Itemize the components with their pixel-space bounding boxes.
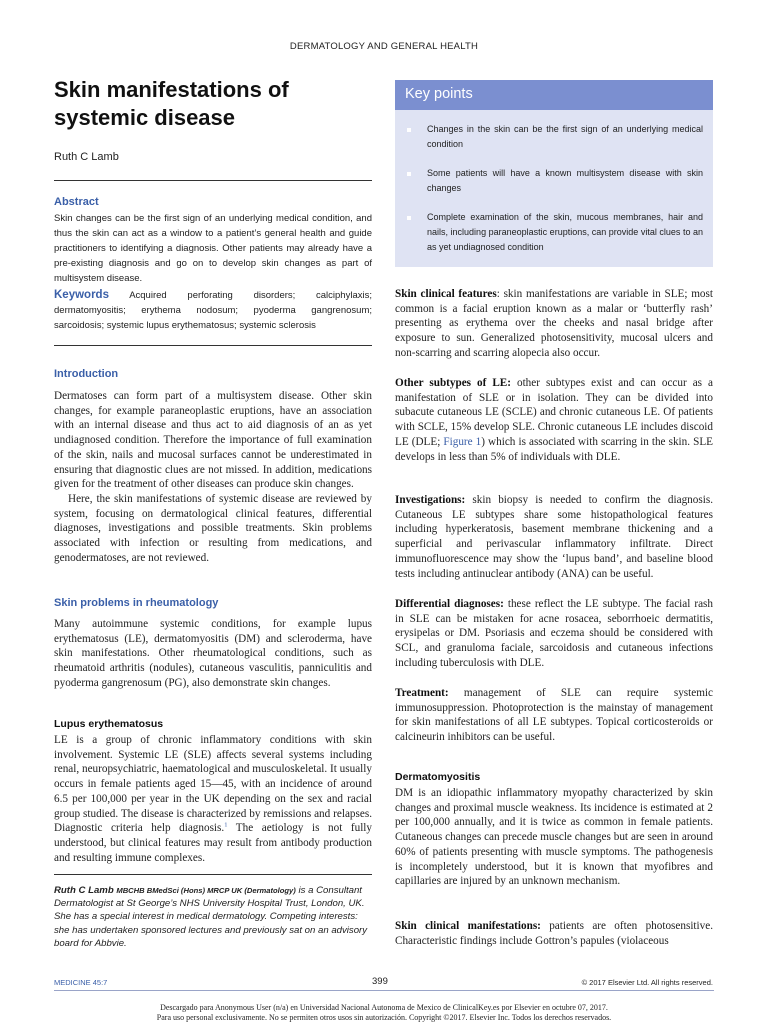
figure-1-link[interactable]: Figure 1 bbox=[443, 435, 482, 448]
keywords-label: Keywords bbox=[54, 289, 109, 301]
differential-diagnoses-text: these reflect the LE subtype. The facial rash in SLE can be mistaken for acne rosacea, seborrhoeic dermatitis, erysipelas or DM. Psoriasis and eczema should be considered with SCL, and granuloma faciale, sarcoidosis and cutaneous infections including tuberculosis with DLE. bbox=[395, 598, 713, 669]
skin-clinical-manifestations-label: Skin clinical manifestations: bbox=[395, 920, 541, 932]
key-point-2: Some patients will have a known multisystem disease with skin changes bbox=[427, 168, 703, 193]
key-point-3: Complete examination of the skin, mucous membranes, hair and nails, including paraneoplastic eruptions, can provide vital clues to an as yet undiagnosed condition bbox=[427, 212, 703, 252]
abstract-text: Skin changes can be the first sign of an underlying medical condition, and thus the skin can act as a window to a patient’s general health and guide practitioners to identifying a diagnosis. Other patients may already have a pre-existing diagnosis and go on to develop skin changes as part of multisystem disease. bbox=[54, 213, 372, 284]
introduction-paragraph-2: Here, the skin manifestations of systemic disease are reviewed by system, focusing on dermatological clinical features, differential diagnoses, investigations and possible treatments. Skin problems associated with infection or resulting from medications, and genodermatoses, are not reviewed. bbox=[54, 492, 372, 564]
keywords-text: Acquired perforating disorders; calciphylaxis; dermatomyositis; erythema nodosum; pyoderma gangrenosum; sarcoidosis; systemic lupus erythematosus; systemic sclerosis bbox=[54, 290, 372, 331]
introduction-heading: Introduction bbox=[54, 368, 119, 380]
introduction-body bbox=[54, 389, 372, 565]
abstract-heading: Abstract bbox=[54, 196, 99, 208]
download-notice-line-2: Para uso personal exclusivamente. No se permiten otros usos sin autorización. Copyright ©2017. Elsevier Inc. Todos los derechos reservados. bbox=[156, 1013, 612, 1022]
investigations-label: Investigations: bbox=[395, 494, 466, 506]
bullet-icon bbox=[407, 172, 411, 176]
dermatomyositis-heading: Dermatomyositis bbox=[395, 771, 481, 783]
key-point-1: Changes in the skin can be the first sign of an underlying medical condition bbox=[427, 124, 703, 149]
skin-clinical-features-label: Skin clinical features bbox=[395, 288, 497, 300]
rheumatology-heading: Skin problems in rheumatology bbox=[54, 597, 219, 609]
skin-clinical-manifestations bbox=[395, 919, 713, 948]
article-title bbox=[54, 76, 384, 132]
lupus-heading: Lupus erythematosus bbox=[54, 718, 164, 730]
dermatomyositis-paragraph: DM is an idiopathic inflammatory myopathy characterized by skin changes and proximal muscle weakness. Its incidence is estimated at 2 per 100,000 annually, and it is twice as common in female patients. Cutaneous changes can precede muscle changes but are seen in around 60% of patients presenting with muscle symptoms. The pathogenesis is incompletely understood, but it is known that myofibres and capillaries are injured by an unknown mechanism. bbox=[395, 787, 713, 888]
running-head: DERMATOLOGY AND GENERAL HEALTH bbox=[289, 41, 479, 52]
keywords-block bbox=[54, 288, 372, 333]
bio-qualifications: MBCHB BMedSci (Hons) MRCP UK (Dermatology) bbox=[116, 886, 296, 895]
bio-name: Ruth C Lamb bbox=[54, 885, 114, 896]
abstract-divider bbox=[54, 345, 372, 346]
other-subtypes-text: other subtypes exist and can occur as a manifestation of SLE or in isolation. They can be divided into subacute cutaneous LE (SCLE) and chronic cutaneous LE. Of patients with SCLE, 15% develop SLE. Chronic cutaneous LE includes discoid LE (DLE; bbox=[395, 377, 713, 448]
title-line-2: systemic disease bbox=[54, 105, 236, 130]
skin-clinical-features bbox=[395, 287, 713, 361]
skin-clinical-features-text: : skin manifestations are variable in SLE; most common is a facial eruption known as a malar or ‘butterfly rash’ presenting as erythema over the cheeks and nasal bridge after exposure to sun. Generalized photosensitivity, mucosal ulcers and non-scarring and scarring alopecia also occur. bbox=[395, 288, 713, 359]
key-points-title: Key points bbox=[405, 86, 473, 102]
copyright-notice: © 2017 Elsevier Ltd. All rights reserved. bbox=[581, 978, 713, 987]
differential-diagnoses bbox=[395, 597, 713, 671]
lupus-text: LE is a group of chronic inflammatory conditions with skin involvement. Systemic LE (SLE) affects several systems including renal, neuropsychiatric, haematological and musculoskeletal. It usually occurs in female patients aged 15—45, with an incidence of around 6.5 per 100,000 per year in the UK depending on the sex and racial group studied. The disease is characterized by remissions and relapses. Diagnostic criteria help diagnosis. bbox=[54, 734, 372, 835]
footer-divider bbox=[54, 990, 714, 991]
bullet-icon bbox=[407, 128, 411, 132]
reference-link-1[interactable]: 1 bbox=[224, 821, 228, 829]
introduction-paragraph-1: Dermatoses can form part of a multisystem disease. Other skin changes, for example paraneoplastic eruptions, have an association with an internal disease and thus act to aid diagnosis of an as yet undiagnosed condition. Therefore the importance of full examination of the skin, nails and mucosal surfaces cannot be underestimated in ensuring that diagnostic clues are not missed. In addition, medications given for the treatment of other diseases can produce skin changes. bbox=[54, 390, 372, 491]
rheumatology-paragraph: Many autoimmune systemic conditions, for example lupus erythematosus (LE), dermatomyositis (DM) and scleroderma, have skin manifestations. Other rheumatological conditions, such as rheumatoid arthritis (nodules), cutaneous vasculitis, panniculitis and pyoderma gangrenosum (PG), also demonstrate skin changes. bbox=[54, 618, 372, 689]
other-subtypes-text-continued: ) which is associated with scarring in the skin. SLE develops in less than 5% of individuals with DLE. bbox=[395, 435, 713, 463]
title-divider bbox=[54, 180, 372, 181]
author-bio bbox=[54, 884, 372, 950]
bullet-icon bbox=[407, 216, 411, 220]
bio-divider bbox=[54, 874, 372, 875]
author-name: Ruth C Lamb bbox=[54, 151, 119, 163]
investigations-text: skin biopsy is needed to confirm the diagnosis. Cutaneous LE subtypes share some histopathological features including hyperkeratosis, basement membrane thickening and a superficial and perivascular inflammatory infiltrate. Direct immunofluorescence may show the ‘lupus band’, and baseline blood tests including antinuclear antibody (ANA) can be useful. bbox=[395, 494, 713, 580]
treatment-label: Treatment: bbox=[395, 687, 449, 699]
treatment bbox=[395, 686, 713, 745]
lupus-paragraph bbox=[54, 733, 372, 865]
differential-diagnoses-label: Differential diagnoses: bbox=[395, 598, 504, 610]
skin-clinical-manifestations-text: patients are often photosensitive. Characteristic findings include Gottron’s papules (violaceous bbox=[395, 920, 713, 947]
other-subtypes bbox=[395, 376, 713, 464]
investigations bbox=[395, 493, 713, 581]
lupus-text-continued: The aetiology is not fully understood, but clinical features may result from antibody production and resulting immune complexes. bbox=[54, 822, 372, 864]
other-subtypes-label: Other subtypes of LE: bbox=[395, 377, 511, 389]
title-line-1: Skin manifestations of bbox=[54, 77, 289, 102]
page-number: 399 bbox=[372, 976, 388, 987]
treatment-text: management of SLE can require systemic immunosuppression. Photoprotection is the mainstay of management for skin manifestations of all LE subtypes. Topical corticosteroids or calcineurin inhibitors can be useful. bbox=[395, 687, 713, 744]
journal-issue: MEDICINE 45:7 bbox=[54, 978, 108, 987]
bio-text: is a Consultant Dermatologist at St George’s NHS University Hospital Trust, London, UK. She has a special interest in medical dermatology. Competing interests: she has undertaken sponsored lectures and previously sat on an advisory board for Abbvie. bbox=[54, 885, 368, 949]
download-notice-line-1: Descargado para Anonymous User (n/a) en Universidad Nacional Autonoma de Mexico de ClinicalKey.es por Elsevier en octubre 07, 2017. bbox=[160, 1003, 608, 1012]
